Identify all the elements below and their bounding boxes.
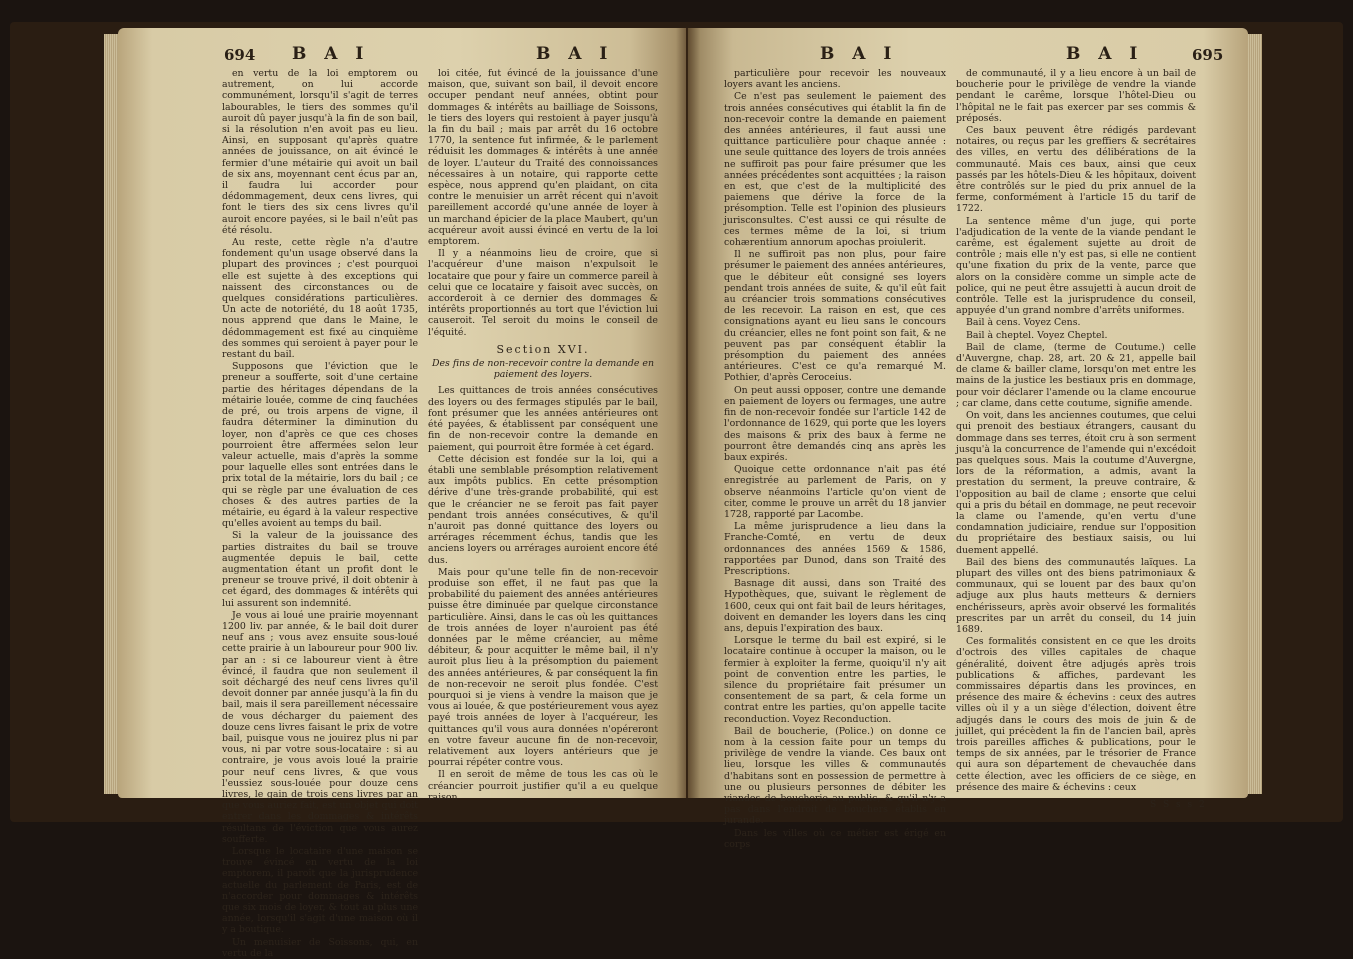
paragraph: Lorsque le locataire d'une maison se trouve évincé en vertu de la loi emptorem, il paroît que la jurisprudence actuelle du parlement de Paris, est de n'accorder pour dommages & intérêts que six mois de loyer, & tout au plus une année, lorsqu'il s'agit d'une maison où il y a boutique. bbox=[222, 846, 418, 936]
paragraph: Quoique cette ordonnance n'ait pas été enregistrée au parlement de Paris, on y observe néanmoins l'article qu'on vient de citer, comme le prouve un arrêt du 18 janvier 1728, rapporté par Lacombe. bbox=[724, 464, 946, 520]
right-page-number: 695 bbox=[1192, 46, 1224, 64]
paragraph: Ce n'est pas seulement le paiement des trois années consécutives qui établit la fin de non-recevoir contre la demande en paiement des années antérieures, il faut aussi une quittance particulière pour chaque année : une seule quittance des loyers de trois années ne suffiroit pas pour faire présumer que les années précédentes sont acquittées ; la raison en est, que c'est de la multiplicité des paiemens que dérive la force de la présomption. Telle est l'opinion des plusieurs jurisconsultes. C'est aussi ce qui résulte de ces termes même de la loi, si trium cohærentium annorum apochas proiulerit. bbox=[724, 91, 946, 249]
paragraph: Bail des biens des communautés laïques. La plupart des villes ont des biens patrimoniaux & communaux, qui se louent par des baux qu'on adjuge aux plus hauts metteurs & derniers enchérisseurs, après avoir observé les formalités prescrites par un arrêt du conseil, du 14 juin 1689. bbox=[956, 556, 1196, 635]
right-page-column-1 bbox=[724, 68, 946, 850]
paragraph: Mais pour qu'une telle fin de non-recevoir produise son effet, il ne faut pas que la probabilité du paiement des années antérieures puisse être diminuée par quelque circonstance particulière. Ainsi, dans le cas où les quittances de trois années de loyer n'auroient pas été données par le même créancier, au même débiteur, & pour acquitter le même bail, il n'y auroit plus lieu à la présomption du paiement des années antérieures, & par conséquent la fin de non-recevoir ne seroit plus fondée. C'est pourquoi si je viens à vendre la maison que je vous ai louée, & que postérieurement vous ayez payé trois années de loyer à l'acquéreur, les quittances qu'il vous aura données n'opéreront en votre faveur aucune fin de non-recevoir, relativement aux loyers antérieurs que je pourrai répéter contre vous. bbox=[428, 566, 658, 769]
paragraph: Il y a néanmoins lieu de croire, que si l'acquéreur d'une maison n'expulsoit le locataire que pour y faire un commerce pareil à celui que ce locataire y faisoit avec succès, on accorderoit à ce dernier des dommages & intérêts proportionnés au tort que l'éviction lui causeroit. Tel seroit du moins le conseil de l'équité. bbox=[428, 248, 658, 338]
paragraph: de communauté, il y a lieu encore à un bail de boucherie pour le privilège de vendre la viande pendant le carême, lorsque l'hôtel-Dieu ou l'hôpital ne le fait pas exercer par ses commis & préposés. bbox=[956, 68, 1196, 124]
left-page-number: 694 bbox=[224, 46, 256, 64]
left-page-edges bbox=[104, 34, 118, 794]
section-subtitle: Des fins de non-recevoir contre la demande en paiement des loyers. bbox=[431, 358, 655, 381]
paragraph: Bail à cens. Voyez Cens. bbox=[966, 317, 1081, 329]
paragraph: Si la valeur de la jouissance des parties distraites du bail se trouve augmentée depuis le bail, cette augmentation étant un profit dont le preneur se trouve privé, il doit obtenir à cet égard, des dommages & intérêts qui lui assurent son indemnité. bbox=[222, 530, 418, 609]
paragraph: Ces baux peuvent être rédigés pardevant notaires, ou reçus par les greffiers & secrétaires des villes, en vertu des délibérations de la communauté. Mais ces baux, ainsi que ceux passés par les hôtels-Dieu & les hôpitaux, doivent être contrôlés sur le pied du prix annuel de la ferme, conformément à l'article 15 du tarif de 1722. bbox=[956, 125, 1196, 215]
paragraph: Supposons que l'éviction que le preneur a soufferte, soit d'une certaine partie des héritages dépendans de la métairie louée, comme de cinq fauchées de pré, ou trois arpens de vigne, il faudra déterminer la diminution du loyer, non d'après ce que ces choses pourroient être affermées selon leur valeur actuelle, mais d'après la somme pour laquelle elles sont entrées dans le prix total de la métairie, lors du bail ; ce qui se règle par une évaluation de ces choses & des autres parties de la métairie, eu égard à la valeur respective qu'elles avoient au temps du bail. bbox=[222, 361, 418, 530]
paragraph: particulière pour recevoir les nouveaux loyers avant les anciens. bbox=[724, 68, 946, 91]
left-header-right: B A I bbox=[536, 44, 614, 64]
right-page-column-2 bbox=[956, 68, 1196, 793]
book-gutter bbox=[676, 28, 700, 798]
paragraph: Lorsque le terme du bail est expiré, si le locataire continue à occuper la maison, ou le fermier à exploiter la ferme, quoiqu'il n'y ait point de convention entre les parties, le silence du propriétaire fait présumer un consentement de sa part, & cela forme un contrat entre les parties, qu'on appelle tacite reconduction. Voyez Reconduction. bbox=[724, 635, 946, 725]
paragraph: Un menuisier de Soissons, qui, en vertu de la bbox=[222, 936, 418, 959]
signature-mark: S S s s 2 bbox=[1150, 800, 1207, 810]
right-header-left: B A I bbox=[820, 44, 898, 64]
paragraph: Dans les villes où ce métier est érigé en corps bbox=[724, 827, 946, 850]
paragraph: Il en seroit de même de tous les cas où le créancier pourroit justifier qu'il a eu quelque raison bbox=[428, 769, 658, 803]
left-page-column-2 bbox=[428, 68, 658, 803]
paragraph: Je vous ai loué une prairie moyennant 1200 liv. par année, & le bail doit durer neuf ans ; vous avez ensuite sous-loué cette prairie à un laboureur pour 900 liv. par an : si ce laboureur vient à être évincé, il faudra que non seulement il soit déchargé des neuf cens livres qu'il devoit donner par année jusqu'à la fin du bail, mais il sera pareillement nécessaire de vous décharger du paiement des douze cens livres faisant le prix de votre bail, puisque vous ne jouirez plus ni par vous, ni par votre sous-locataire : si au contraire, je vous avois loué la prairie pour neuf cens livres, & que vous l'eussiez sous-louée pour douze cens livres, le gain de trois cens livres par an que vous auriez fait, est un objet qui doit entrer dans les dommages & intérêts résultans de l'éviction que vous aurez soufferte. bbox=[222, 609, 418, 845]
paragraph: Au reste, cette règle n'a d'autre fondement qu'un usage observé dans la plupart des provinces ; c'est pourquoi elle est sujette à des exceptions qui naissent des circonstances ou de quelques considérations particulières. Un acte de notoriété, du 18 août 1735, nous apprend que dans le Maine, le dédommagement est fixé au cinquième des sommes qui seroient à payer pour le restant du bail. bbox=[222, 237, 418, 361]
left-page-column-1 bbox=[222, 68, 418, 959]
paragraph: Basnage dit aussi, dans son Traité des Hypothèques, que, suivant le règlement de 1600, ceux qui ont fait bail de leurs héritages, doivent en demander les loyers dans les cinq ans, depuis l'expiration des baux. bbox=[724, 578, 946, 634]
paragraph: La même jurisprudence a lieu dans la Franche-Comté, en vertu de deux ordonnances des années 1569 & 1586, rapportées par Dunod, dans son Traité des Prescriptions. bbox=[724, 521, 946, 577]
paragraph: On voit, dans les anciennes coutumes, que celui qui prenoit des bestiaux étrangers, causant du dommage dans ses terres, étoit cru à son serment jusqu'à la concurrence de l'amende qui n'excédoit pas quelques sous. Mais la coutume d'Auvergne, lors de la réformation, a admis, avant la prestation du serment, la preuve contraire, & l'opposition au bail de clame ; ensorte que celui qui a pris du bétail en dommage, ne peut recevoir la clame ou l'amende, qu'en vertu d'une condamnation judiciaire, rendue sur l'opposition du propriétaire des bestiaux saisis, ou lui duement appellé. bbox=[956, 410, 1196, 556]
paragraph: en vertu de la loi emptorem ou autrement, on lui accorde communément, lorsqu'il s'agit de terres labourables, le tiers des sommes qu'il auroit dû payer jusqu'à la fin de son bail, si la résolution n'en avoit pas eu lieu. Ainsi, en supposant qu'après quatre années de jouissance, on ait évincé le fermier d'une métairie qui avoit un bail de six ans, moyennant cent écus par an, il faudra lui accorder pour dédommagement, deux cens livres, qui font le tiers des six cens livres qu'il auroit encore payées, si le bail n'eût pas été résolu. bbox=[222, 68, 418, 236]
paragraph: Il ne suffiroit pas non plus, pour faire présumer le paiement des années antérieures, que le débiteur eût consigné ses loyers pendant trois années de suite, & qu'il eût fait au créancier trois sommations consécutives de les recevoir. La raison en est, que ces consignations ayant eu lieu sans le concours du créancier, elles ne font point son fait, & ne peuvent pas par conséquent établir la présomption du paiement des années antérieures. C'est ce qu'a remarqué M. Pothier, d'après Ceroceius. bbox=[724, 249, 946, 384]
paragraph: Les quittances de trois années consécutives des loyers ou des fermages stipulés par le bail, font présumer que les années antérieures ont été payées, & établissent par conséquent une fin de non-recevoir contre la demande en paiement, qui pourroit être formée à cet égard. bbox=[428, 385, 658, 453]
paragraph: Bail à cheptel. Voyez Cheptel. bbox=[966, 329, 1108, 341]
paragraph: Bail de clame, (terme de Coutume.) celle d'Auvergne, chap. 28, art. 20 & 21, appelle bail de clame & bailler clame, lorsqu'on met entre les mains de la justice les bestiaux pris en dommage, pour voir déclarer l'amende ou la clame encourue ; car clame, dans cette coutume, signifie amende. bbox=[956, 341, 1196, 409]
left-header-left: B A I bbox=[292, 44, 370, 64]
paragraph: La sentence même d'un juge, qui porte l'adjudication de la vente de la viande pendant le carême, est également sujette au droit de contrôle ; mais elle n'y est pas, si elle ne contient qu'une fixation du prix de la vente, parce que alors on la considère comme un simple acte de police, qui ne peut être assujetti à aucun droit de contrôle. Telle est la jurisprudence du conseil, appuyée d'un grand nombre d'arrêts uniformes. bbox=[956, 215, 1196, 317]
paragraph: Cette décision est fondée sur la loi, qui a établi une semblable présomption relativement aux impôts publics. En cette présomption dérive d'une très-grande probabilité, qui est que le créancier ne se feroit pas fait payer pendant trois années consécutives, & qu'il n'auroit pas donné quittance des loyers ou arrérages récemment échus, tandis que les anciens loyers ou arrérages auroient encore été dus. bbox=[428, 453, 658, 566]
paragraph: Ces formalités consistent en ce que les droits d'octrois des villes capitales de chaque généralité, doivent être adjugés après trois publications & affiches, pardevant les commissaires départis dans les provinces, en présence des maire & échevins : ceux des autres villes où il y a un siège d'élection, doivent être adjugés dans le cours des mois de juin & de juillet, qui précèdent la fin de l'ancien bail, après trois pareilles affiches & publications, pour le temps de six années, par le trésorier de France qui aura son département de chevauchée dans cette élection, avec les officiers de ce siège, en présence des maire & échevins : ceux bbox=[956, 636, 1196, 793]
section-title: Section XVI. bbox=[496, 342, 590, 356]
right-header-right: B A I bbox=[1066, 44, 1144, 64]
paragraph: loi citée, fut évincé de la jouissance d'une maison, que, suivant son bail, il devoit encore occuper pendant neuf années, obtint pour dommages & intérêts au bailliage de Soissons, le tiers des loyers qui restoient à payer jusqu'à la fin du bail ; mais par arrêt du 16 octobre 1770, la sentence fut infirmée, & le parlement réduisit les dommages & intérêts à une année de loyer. L'auteur du Traité des connoissances nécessaires à un notaire, qui rapporte cette espèce, nous apprend qu'en plaidant, on cita contre le menuisier un arrêt récent qui n'avoit pareillement accordé qu'une année de loyer à un marchand épicier de la place Maubert, qu'un acquéreur avoit aussi évincé en vertu de la loi emptorem. bbox=[428, 68, 658, 248]
paragraph: On peut aussi opposer, contre une demande en paiement de loyers ou fermages, une autre fin de non-recevoir fondée sur l'article 142 de l'ordonnance de 1629, qui porte que les loyers des maisons & prix des baux à ferme ne pourront être demandés cinq ans après les baux expirés. bbox=[724, 384, 946, 463]
paragraph: Bail de boucherie, (Police.) on donne ce nom à la cession faite pour un temps du privilège de vendre la viande. Ces baux ont lieu, lorsque les villes & communautés d'habitans sont en possession de permettre à une ou plusieurs personnes de débiter les viandes de boucherie au public, & qu'il n'y a pas dans l'endroit de bouchers établis en jurande. bbox=[724, 725, 946, 827]
right-page-edges bbox=[1248, 34, 1262, 794]
